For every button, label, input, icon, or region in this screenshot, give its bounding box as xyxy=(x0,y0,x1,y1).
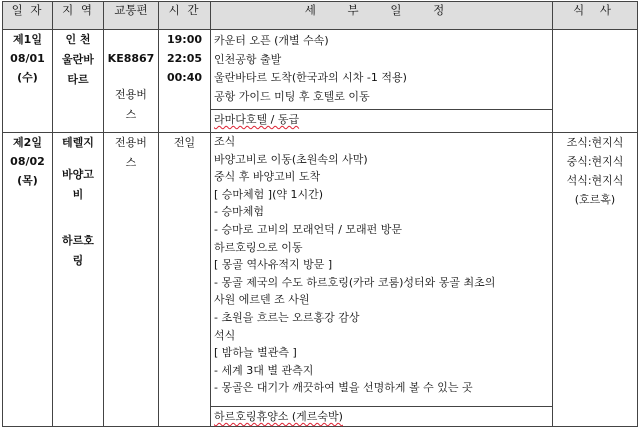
day2-sched-7: 하르호링으로 이동 xyxy=(214,240,303,254)
day2-transport-cell xyxy=(104,133,159,427)
day1-weekday: (수) xyxy=(17,71,38,84)
header-meal: 식 사 xyxy=(553,2,638,30)
day1-time-3: 00:40 xyxy=(166,71,202,84)
day1-meal-cell xyxy=(553,30,638,133)
day2-sched-5: - 승마체험 xyxy=(214,205,264,219)
header-row xyxy=(3,2,638,30)
day2-transport-1: 전용버 xyxy=(115,136,147,149)
day1-transport-2: 전용버 xyxy=(115,88,147,101)
day1-schedule xyxy=(211,30,552,109)
day2-sched-14: - 세계 3대 별 관측지 xyxy=(214,363,314,377)
day1-sched-3: 울란바타르 도착(한국과의 시차 -1 적용) xyxy=(214,71,407,84)
day1-region-2: 울란바 xyxy=(62,53,94,66)
day2-schedule xyxy=(211,133,552,406)
day2-sched-2: 바양고비로 이동(초원속의 사막) xyxy=(214,152,368,166)
day1-date-cell xyxy=(3,30,53,133)
day1-sched-2: 인천공항 출발 xyxy=(214,52,282,66)
day2-date: 08/02 xyxy=(10,155,45,168)
day2-sched-9: - 몽골 제국의 수도 하르호링(카라 코룸)성터와 몽골 최초의 xyxy=(214,275,496,289)
day2-weekday: (목) xyxy=(17,174,38,187)
day2-row xyxy=(3,133,638,427)
day2-region-5: 링 xyxy=(72,254,84,267)
header-schedule: 세 부 일 정 xyxy=(211,2,553,30)
day2-sched-4: [ 승마체험 ](약 1시간) xyxy=(214,187,324,201)
day2-sched-15: - 몽골은 대기가 깨끗하여 별을 선명하게 볼 수 있는 곳 xyxy=(214,381,473,395)
day1-flight: KE8867 xyxy=(107,52,155,65)
day1-transport-3: 스 xyxy=(125,108,137,121)
day1-region-1: 인 천 xyxy=(65,33,91,46)
day2-day: 제2일 xyxy=(13,136,42,149)
day2-meal-1: 조식:현지식 xyxy=(566,136,624,149)
day1-sched-1: 카운터 오픈 (개별 수속) xyxy=(214,34,329,47)
day2-sched-6: - 승마로 고비의 모래언덕 / 모래펀 방문 xyxy=(214,222,403,236)
header-transport: 교통편 xyxy=(104,2,159,30)
day2-time: 전일 xyxy=(173,136,196,149)
day2-meal-cell xyxy=(553,133,638,427)
day2-region-3: 비 xyxy=(72,188,84,201)
day2-sched-10: 사원 에르덴 조 사원 xyxy=(214,293,310,307)
header-time: 시 간 xyxy=(159,2,211,30)
day2-meal-3: 석식:현지식 xyxy=(566,174,624,187)
day1-day: 제1일 xyxy=(13,33,42,46)
day2-hotel-text: 하르호링휴양소 (게르숙박) xyxy=(214,410,343,423)
day1-time-1: 19:00 xyxy=(166,33,202,46)
day1-hotel-text: 라마다호텔 / 동급 xyxy=(214,113,300,126)
day1-time-2: 22:05 xyxy=(166,52,202,65)
day1-time-cell xyxy=(159,30,211,133)
day2-date-cell xyxy=(3,133,53,427)
day2-meal-4: (호르혹) xyxy=(574,193,616,206)
day1-date: 08/01 xyxy=(10,52,45,65)
day2-sched-3: 중식 후 바양고비 도착 xyxy=(214,170,321,184)
day2-sched-11: - 초원을 흐르는 오르홍강 감상 xyxy=(214,310,360,324)
day2-sched-13: [ 밤하늘 별관측 ] xyxy=(214,346,297,360)
day1-region-3: 타르 xyxy=(67,73,89,86)
itinerary-table xyxy=(2,1,638,427)
day2-schedule-cell xyxy=(211,133,553,427)
day1-row xyxy=(3,30,638,133)
day1-region-cell xyxy=(53,30,104,133)
day1-transport-cell xyxy=(104,30,159,133)
day2-transport-2: 스 xyxy=(125,156,137,169)
header-date: 일 자 xyxy=(3,2,53,30)
day1-schedule-cell xyxy=(211,30,553,133)
day2-region-cell xyxy=(53,133,104,427)
day2-region-2: 바양고 xyxy=(62,168,94,181)
day2-sched-8: [ 몽골 역사유적지 방문 ] xyxy=(214,258,333,272)
day1-hotel xyxy=(211,109,552,129)
day1-sched-4: 공항 가이드 미팅 후 호텔로 이동 xyxy=(214,89,370,103)
day2-sched-12: 석식 xyxy=(214,328,236,342)
day2-sched-1: 조식 xyxy=(214,135,236,148)
day2-region-1: 테렐지 xyxy=(62,136,94,149)
day2-meal-2: 중식:현지식 xyxy=(566,155,624,168)
header-region: 지 역 xyxy=(53,2,104,30)
day2-time-cell xyxy=(159,133,211,427)
day2-hotel xyxy=(211,406,552,426)
day2-region-4: 하르호 xyxy=(62,234,94,247)
